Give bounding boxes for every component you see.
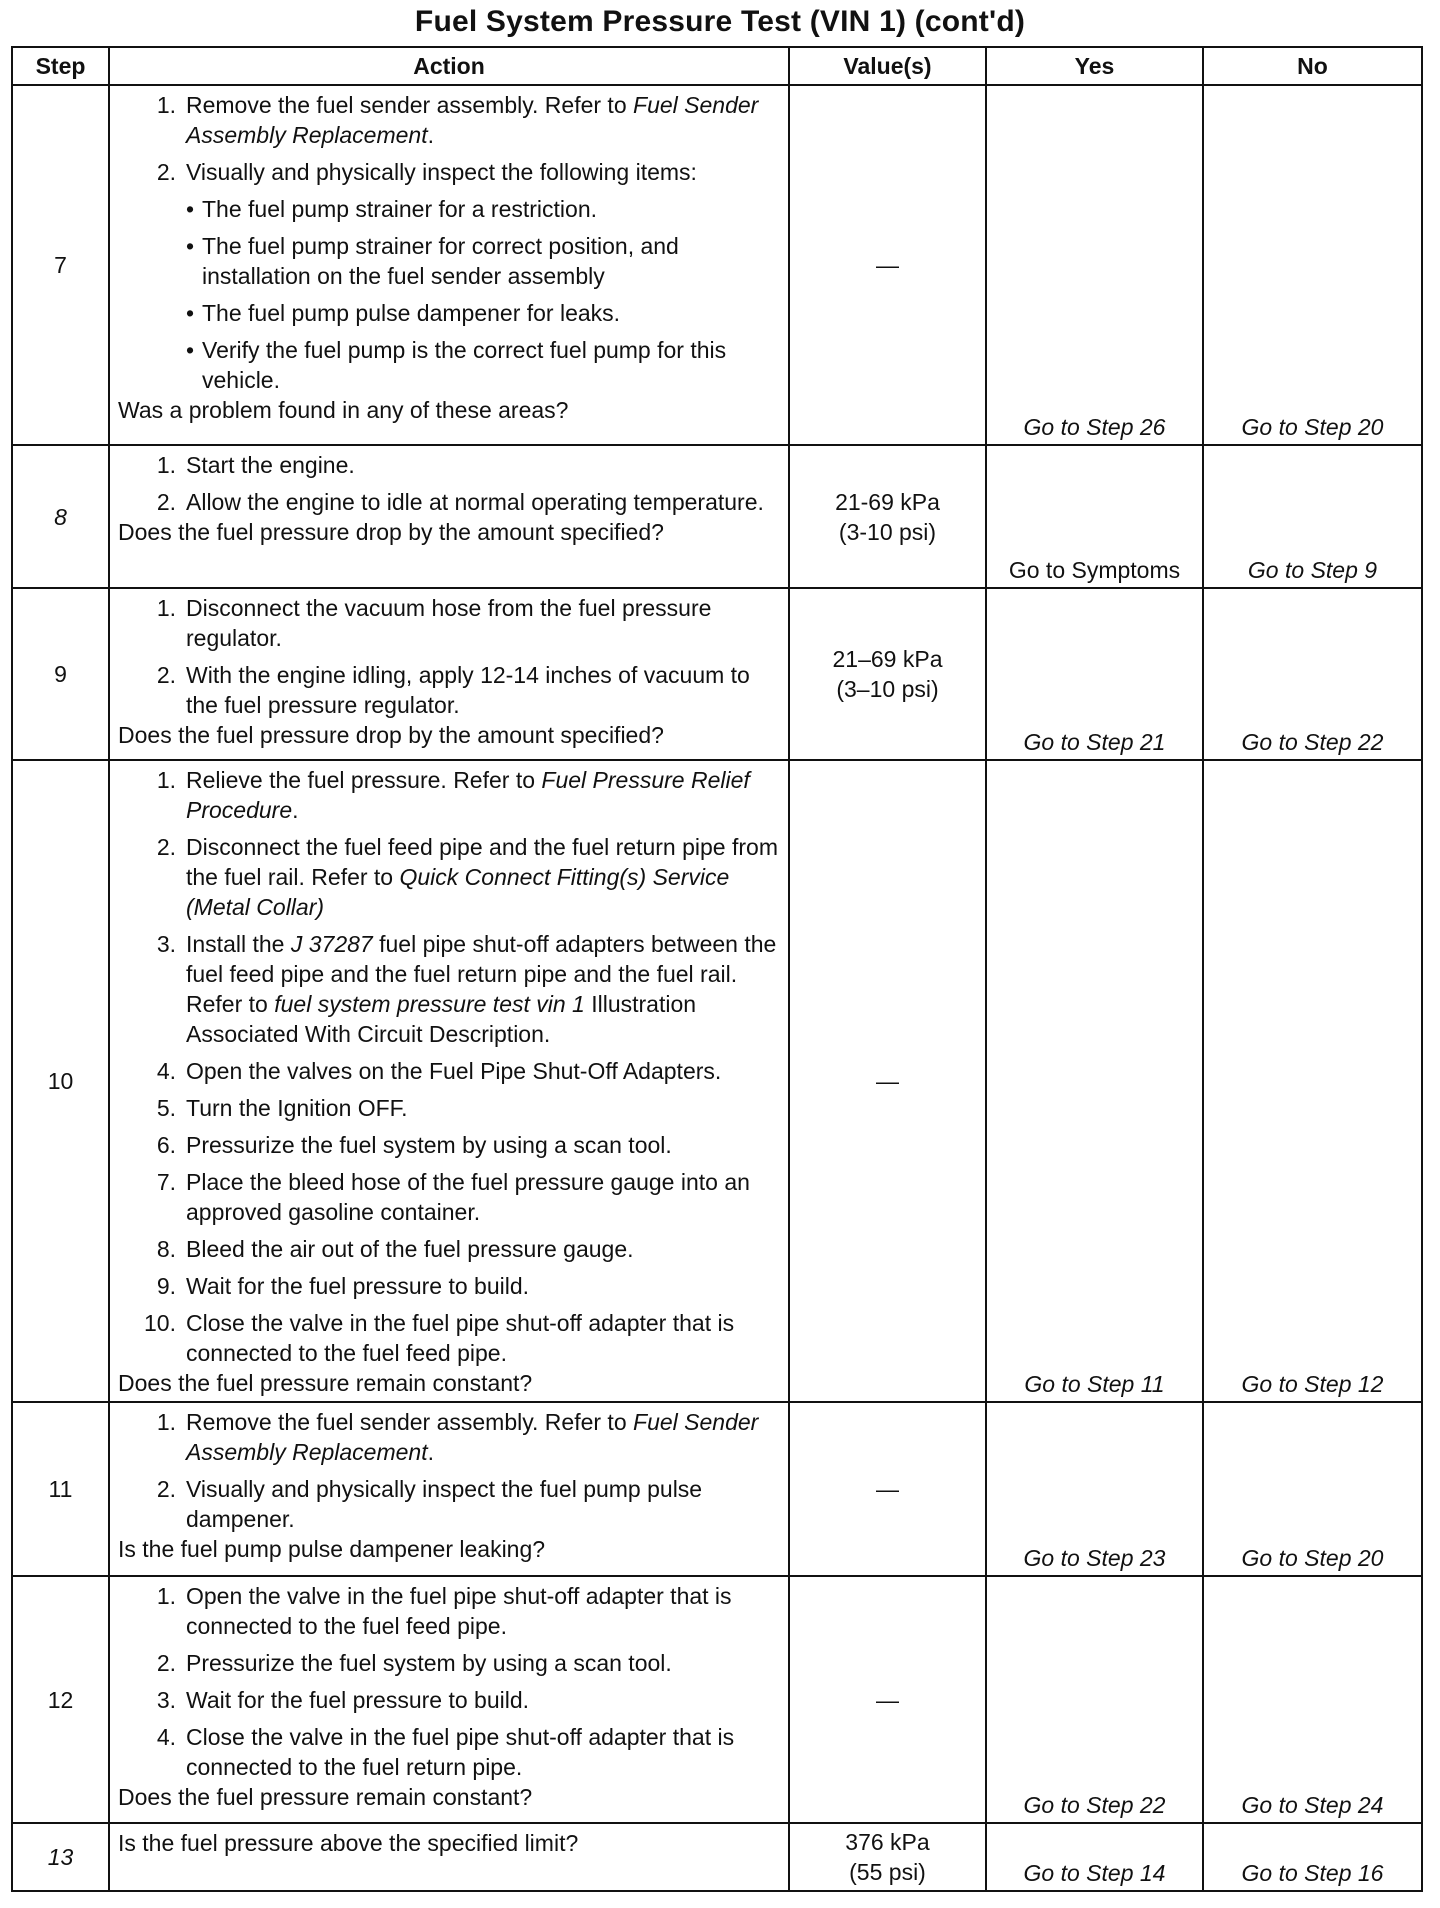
- doc-reference: Quick Connect Fitting(s) Service (Metal Collar): [186, 864, 730, 920]
- value-psi: (3-10 psi): [838, 518, 937, 545]
- doc-reference: Fuel Sender Assembly Replacement: [186, 92, 759, 148]
- table-row-step-11: [12, 1402, 1422, 1576]
- step-number: 7: [12, 85, 109, 445]
- bullet-item: • The fuel pump strainer for a restriction.: [185, 196, 597, 222]
- table-row-step-8: [12, 445, 1422, 588]
- tool-reference: J 37287: [290, 931, 373, 957]
- list-item: 3. Wait for the fuel pressure to build.: [156, 1687, 530, 1713]
- doc-reference: fuel system pressure test vin 1: [274, 991, 585, 1017]
- step-number: 10: [12, 760, 109, 1402]
- bullet-item: • Verify the fuel pump is the correct fuel pump for this vehicle.: [185, 337, 727, 393]
- no-cell: Go to Step 9: [1203, 445, 1422, 588]
- list-item: 2. Visually and physically inspect the following items:: [156, 159, 697, 185]
- action-cell: [109, 760, 789, 1402]
- list-item: 6. Pressurize the fuel system by using a scan tool.: [156, 1132, 672, 1158]
- yes-cell: Go to Step 11: [986, 760, 1203, 1402]
- page-title: Fuel System Pressure Test (VIN 1) (cont'd): [414, 5, 1026, 38]
- no-cell: Go to Step 16: [1203, 1823, 1422, 1891]
- list-item: 9. Wait for the fuel pressure to build.: [156, 1273, 530, 1299]
- no-cell: Go to Step 22: [1203, 588, 1422, 760]
- table-row-step-7: [12, 85, 1422, 445]
- procedure-table: [11, 46, 1423, 1892]
- list-item: 1. Start the engine.: [156, 452, 355, 478]
- value-psi: (55 psi): [849, 1859, 926, 1885]
- value-cell: [789, 1823, 986, 1891]
- list-item: 8. Bleed the air out of the fuel pressure gauge.: [156, 1236, 634, 1262]
- list-item: 10. Close the valve in the fuel pipe shut-off adapter that is connected to the fuel feed pipe.: [144, 1310, 735, 1366]
- col-header-no: No: [1203, 47, 1422, 85]
- list-item: 7. Place the bleed hose of the fuel pressure gauge into an approved gasoline container.: [156, 1169, 750, 1225]
- value-cell: —: [789, 1576, 986, 1823]
- list-item: 2. With the engine idling, apply 12-14 inches of vacuum to the fuel pressure regulator.: [156, 662, 750, 718]
- yes-cell: Go to Symptoms: [986, 445, 1203, 588]
- question-text: Is the fuel pressure above the specified limit?: [118, 1830, 579, 1856]
- list-item: 2. Pressurize the fuel system by using a scan tool.: [156, 1650, 672, 1676]
- value-kpa: 21-69 kPa: [835, 488, 940, 515]
- yes-cell: Go to Step 22: [986, 1576, 1203, 1823]
- value-cell: —: [789, 1402, 986, 1576]
- question-text: Does the fuel pressure drop by the amount specified?: [118, 519, 664, 545]
- question-text: Does the fuel pressure drop by the amount specified?: [118, 722, 664, 748]
- list-item: 4. Close the valve in the fuel pipe shut-off adapter that is connected to the fuel return pipe.: [156, 1724, 735, 1780]
- list-item: 2. Disconnect the fuel feed pipe and the fuel return pipe from the fuel rail. Refer to Quick Connect Fitting(s) Service (Metal Collar): [156, 834, 778, 920]
- list-item: 1. Open the valve in the fuel pipe shut-off adapter that is connected to the fuel feed pipe.: [156, 1583, 732, 1639]
- step-number: 12: [12, 1576, 109, 1823]
- col-header-yes: Yes: [986, 47, 1203, 85]
- no-cell: Go to Step 12: [1203, 760, 1422, 1402]
- list-item: 2. Allow the engine to idle at normal operating temperature.: [156, 489, 764, 515]
- list-item: 1. Remove the fuel sender assembly. Refer to Fuel Sender Assembly Replacement.: [156, 92, 759, 148]
- yes-cell: Go to Step 23: [986, 1402, 1203, 1576]
- list-item: 2. Visually and physically inspect the fuel pump pulse dampener.: [156, 1476, 703, 1532]
- yes-cell: Go to Step 26: [986, 85, 1203, 445]
- doc-reference: Fuel Sender Assembly Replacement: [186, 1409, 759, 1465]
- action-cell: [109, 1402, 789, 1576]
- no-cell: Go to Step 20: [1203, 1402, 1422, 1576]
- no-cell: Go to Step 20: [1203, 85, 1422, 445]
- step-number: 8: [12, 445, 109, 588]
- action-cell: [109, 1576, 789, 1823]
- action-cell: [109, 445, 789, 588]
- yes-cell: Go to Step 21: [986, 588, 1203, 760]
- action-cell: [109, 1823, 789, 1891]
- table-row-step-10: [12, 760, 1422, 1402]
- value-cell: —: [789, 85, 986, 445]
- step-number: 9: [12, 588, 109, 760]
- list-item: 1. Relieve the fuel pressure. Refer to Fuel Pressure Relief Procedure.: [156, 767, 750, 823]
- col-header-step: Step: [12, 47, 109, 85]
- step-number: 13: [12, 1823, 109, 1891]
- question-text: Was a problem found in any of these areas?: [118, 397, 569, 423]
- yes-cell: Go to Step 14: [986, 1823, 1203, 1891]
- header-row: [12, 47, 1422, 85]
- no-cell: Go to Step 24: [1203, 1576, 1422, 1823]
- value-kpa: 376 kPa: [845, 1829, 930, 1855]
- question-text: Is the fuel pump pulse dampener leaking?: [118, 1536, 546, 1562]
- action-cell: [109, 85, 789, 445]
- col-header-values: Value(s): [789, 47, 986, 85]
- value-cell: [789, 445, 986, 588]
- doc-reference: Fuel Pressure Relief Procedure: [186, 767, 750, 823]
- list-item: 3. Install the J 37287 fuel pipe shut-off adapters between the fuel feed pipe and the fuel return pipe and the fuel rail. Refer to fuel system pressure test vin 1 Illustration Associated With Circuit Description.: [156, 931, 777, 1047]
- list-item: 5. Turn the Ignition OFF.: [156, 1095, 408, 1121]
- list-item: 1. Remove the fuel sender assembly. Refer to Fuel Sender Assembly Replacement.: [156, 1409, 759, 1465]
- table-row-step-12: [12, 1576, 1422, 1823]
- table-row-step-9: [12, 588, 1422, 760]
- list-item: 1. Disconnect the vacuum hose from the fuel pressure regulator.: [156, 595, 712, 651]
- step-number: 11: [12, 1402, 109, 1576]
- question-text: Does the fuel pressure remain constant?: [118, 1370, 533, 1396]
- value-cell: —: [789, 760, 986, 1402]
- table-row-step-13: [12, 1823, 1422, 1891]
- value-kpa: 21–69 kPa: [832, 646, 943, 672]
- bullet-item: • The fuel pump strainer for correct position, and installation on the fuel sender assembly: [185, 233, 679, 289]
- value-cell: [789, 588, 986, 760]
- value-psi: (3–10 psi): [836, 676, 939, 702]
- action-cell: [109, 588, 789, 760]
- question-text: Does the fuel pressure remain constant?: [118, 1784, 533, 1810]
- list-item: 4. Open the valves on the Fuel Pipe Shut-Off Adapters.: [156, 1058, 722, 1084]
- col-header-action: Action: [109, 47, 789, 85]
- bullet-item: • The fuel pump pulse dampener for leaks.: [185, 300, 621, 326]
